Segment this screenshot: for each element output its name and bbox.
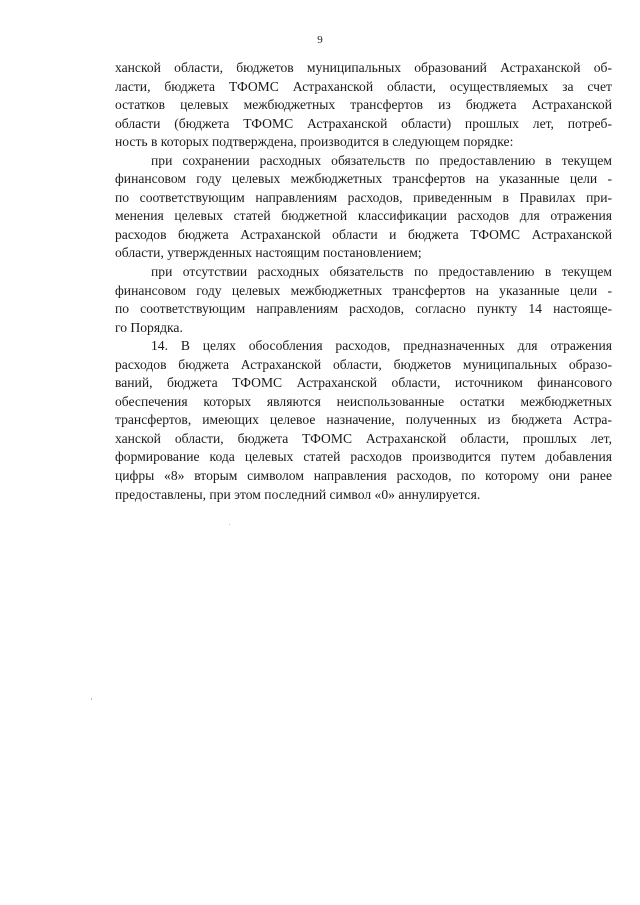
text-line: ханской области, бюджета ТФОМС Астраханской области, прошлых лет, bbox=[115, 430, 612, 446]
paragraph bbox=[115, 152, 612, 263]
text-line: по соответствующим направлениям расходов, согласно пункту 14 настояще- bbox=[115, 301, 612, 317]
paragraph bbox=[115, 59, 612, 152]
text-line: при отсутствии расходных обязательств по предоставлению в текущем bbox=[151, 264, 612, 280]
document-body bbox=[115, 59, 612, 504]
page-number: 9 bbox=[317, 34, 323, 46]
scan-speck bbox=[91, 698, 92, 700]
text-line: по соответствующим направлениям расходов, приведенным в Правилах при- bbox=[115, 189, 612, 205]
text-line: 14. В целях обособления расходов, предназначенных для отражения bbox=[151, 338, 612, 354]
text-line: предоставлены, при этом последний символ «0» аннулируется. bbox=[115, 486, 481, 502]
text-line: ханской области, бюджетов муниципальных образований Астраханской об- bbox=[115, 60, 612, 75]
text-line: финансовом году целевых межбюджетных трансфертов на указанные цели - bbox=[115, 171, 612, 187]
text-line: трансфертов, имеющих целевое назначение, полученных из бюджета Астра- bbox=[115, 412, 612, 428]
text-line: расходов бюджета Астраханской области, бюджетов муниципальных образо- bbox=[115, 356, 612, 372]
paragraph bbox=[115, 263, 612, 337]
text-line: остатков целевых межбюджетных трансфертов из бюджета Астраханской bbox=[115, 97, 612, 113]
scan-speck bbox=[229, 524, 230, 525]
text-line: расходов бюджета Астраханской области и бюджета ТФОМС Астраханской bbox=[115, 226, 612, 242]
text-line: области, утвержденных настоящим постановлением; bbox=[115, 245, 422, 261]
text-line: области (бюджета ТФОМС Астраханской области) прошлых лет, потреб- bbox=[115, 115, 612, 131]
text-line: ласти, бюджета ТФОМС Астраханской области, осуществляемых за счет bbox=[115, 78, 612, 94]
text-line: го Порядка. bbox=[115, 319, 183, 335]
text-line: цифры «8» вторым символом направления расходов, по которому они ранее bbox=[115, 468, 612, 484]
text-line: менения целевых статей бюджетной классификации расходов для отражения bbox=[115, 208, 612, 224]
text-line: обеспечения которых являются неиспользованные остатки межбюджетных bbox=[115, 393, 612, 409]
text-line: ваний, бюджета ТФОМС Астраханской области, источником финансового bbox=[115, 375, 612, 391]
text-line: при сохранении расходных обязательств по предоставлению в текущем bbox=[151, 152, 612, 168]
text-line: финансовом году целевых межбюджетных трансфертов на указанные цели - bbox=[115, 282, 612, 298]
paragraph bbox=[115, 337, 612, 504]
text-line: ность в которых подтверждена, производится в следующем порядке: bbox=[115, 134, 514, 150]
text-line: формирование кода целевых статей расходов производится путем добавления bbox=[115, 449, 612, 465]
